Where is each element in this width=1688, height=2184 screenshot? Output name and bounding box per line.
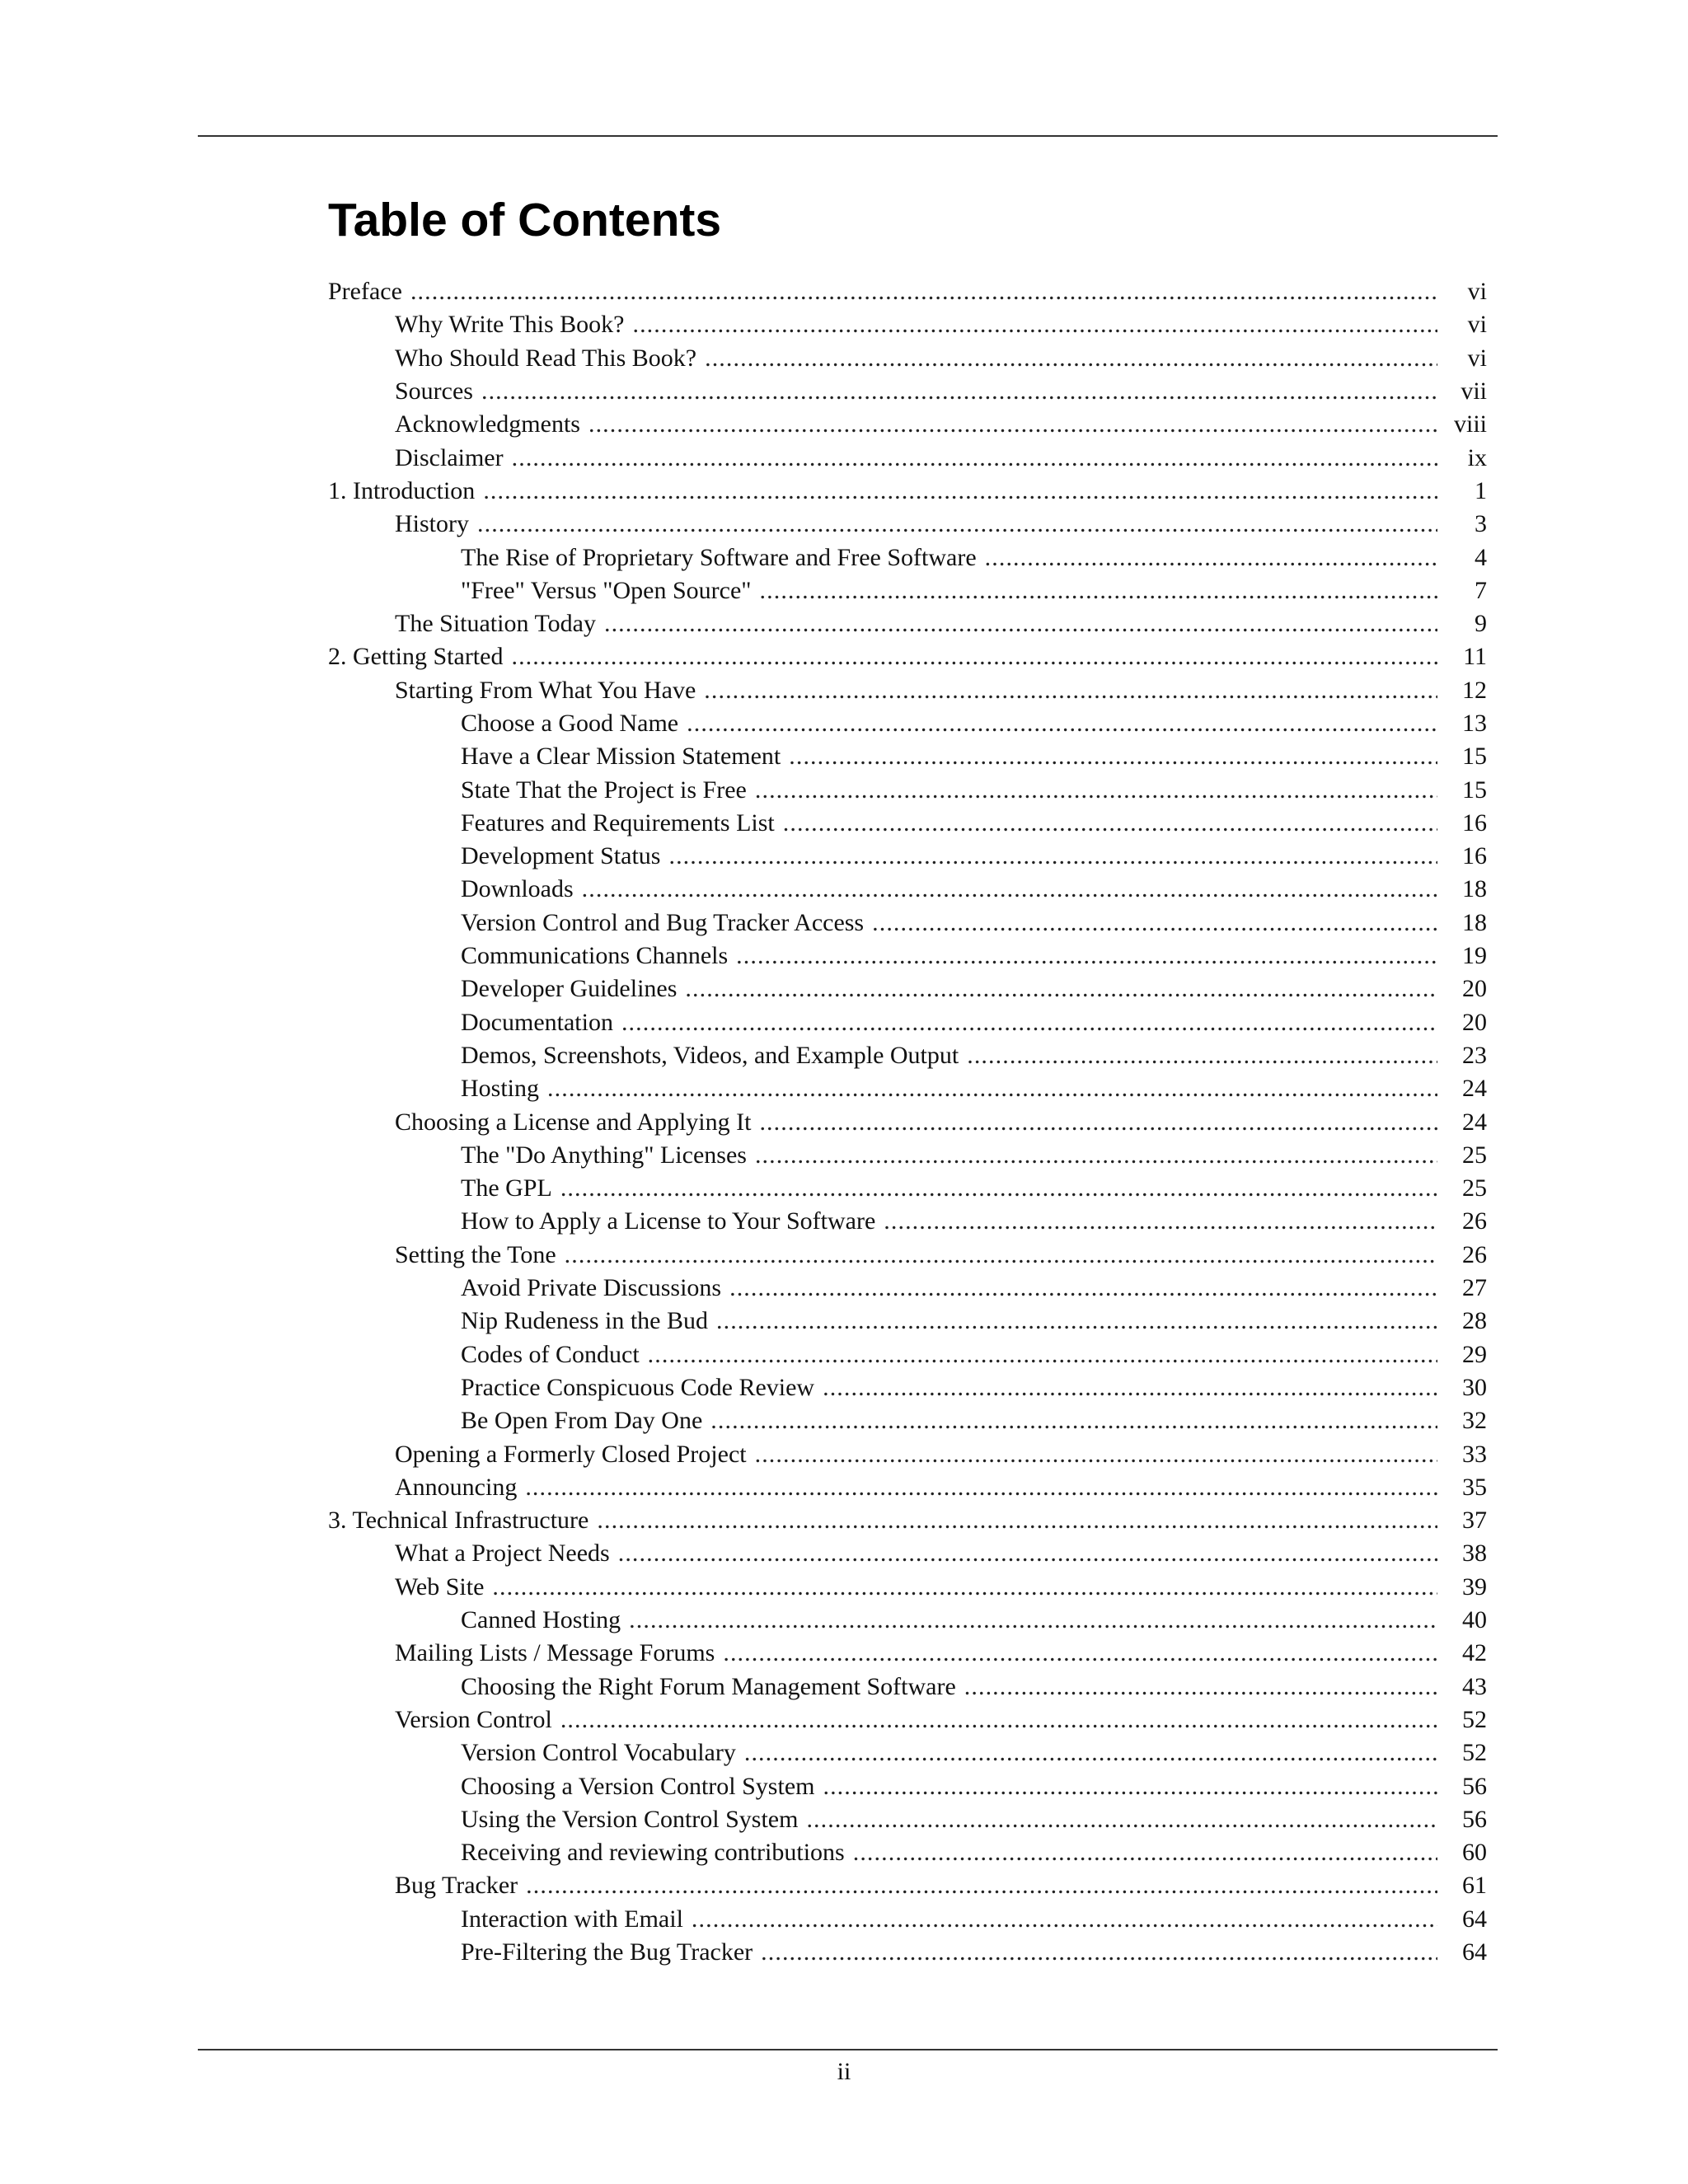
toc-entry-label: Disclaimer (395, 443, 504, 471)
toc-entry-page: 24 (1462, 1108, 1487, 1136)
toc-entry[interactable] (328, 1072, 1487, 1105)
toc-entry-label: Using the Version Control System (461, 1805, 799, 1833)
toc-dot-leader (492, 1571, 1437, 1604)
toc-dot-leader (761, 1936, 1437, 1969)
toc-entry-label: Bug Tracker (395, 1872, 518, 1900)
toc-dot-leader (967, 1039, 1437, 1072)
toc-entry-label: The GPL (461, 1174, 552, 1202)
header-rule (198, 135, 1498, 137)
toc-entry-page: 12 (1462, 676, 1487, 704)
toc-entry-page: 26 (1462, 1240, 1487, 1268)
toc-dot-leader (629, 1604, 1437, 1637)
toc-dot-leader (511, 640, 1437, 673)
toc-entry-page: 27 (1462, 1274, 1487, 1302)
toc-entry-page: 7 (1475, 576, 1487, 604)
toc-entry-page: 38 (1462, 1540, 1487, 1568)
toc-entry[interactable] (328, 1006, 1487, 1039)
toc-entry[interactable] (328, 1604, 1487, 1637)
toc-entry-label: Interaction with Email (461, 1905, 683, 1933)
toc-dot-leader (755, 774, 1437, 807)
toc-dot-leader (525, 1471, 1437, 1504)
toc-entry[interactable] (328, 275, 1487, 308)
toc-entry-label: Demos, Screenshots, Videos, and Example Output (461, 1041, 959, 1069)
toc-entry-label: 2. Getting Started (328, 643, 504, 671)
toc-dot-leader (692, 1903, 1437, 1936)
toc-entry-label: Be Open From Day One (461, 1407, 703, 1435)
toc-dot-leader (582, 873, 1437, 906)
toc-entry-page: 13 (1462, 710, 1487, 737)
toc-dot-leader (872, 907, 1437, 940)
toc-entry-label: Practice Conspicuous Code Review (461, 1373, 815, 1401)
toc-entry-label: Features and Requirements List (461, 808, 775, 837)
toc-entry-label: Version Control Vocabulary (461, 1739, 736, 1767)
toc-entry[interactable] (328, 508, 1487, 541)
toc-entry-page: 28 (1462, 1307, 1487, 1335)
toc-entry[interactable] (328, 1404, 1487, 1437)
toc-dot-leader (618, 1537, 1437, 1570)
toc-dot-leader (410, 275, 1437, 308)
toc-entry-label: Setting the Tone (395, 1240, 556, 1268)
toc-entry-page: 39 (1462, 1572, 1487, 1601)
toc-dot-leader (823, 1770, 1437, 1803)
toc-entry-page: vi (1467, 311, 1487, 339)
toc-entry[interactable] (328, 1704, 1487, 1736)
toc-entry-label: What a Project Needs (395, 1540, 610, 1568)
toc-entry[interactable] (328, 1305, 1487, 1338)
page-title: Table of Contents (328, 194, 722, 246)
toc-entry-page: 20 (1462, 975, 1487, 1003)
toc-entry[interactable] (328, 1537, 1487, 1570)
toc-entry[interactable] (328, 740, 1487, 773)
toc-dot-leader (648, 1338, 1437, 1371)
toc-entry[interactable] (328, 1338, 1487, 1371)
toc-entry-page: 24 (1462, 1075, 1487, 1103)
toc-entry-page: 42 (1462, 1639, 1487, 1667)
toc-dot-leader (685, 972, 1437, 1005)
toc-entry-page: 35 (1462, 1473, 1487, 1501)
toc-entry[interactable] (328, 1670, 1487, 1703)
toc-entry[interactable] (328, 1139, 1487, 1172)
toc-entry-page: 52 (1462, 1739, 1487, 1767)
toc-entry-label: Receiving and reviewing contributions (461, 1839, 845, 1867)
toc-entry-page: 26 (1462, 1207, 1487, 1235)
toc-entry[interactable] (328, 574, 1487, 607)
toc-entry-label: Acknowledgments (395, 410, 580, 438)
toc-dot-leader (604, 607, 1437, 640)
toc-entry-label: Developer Guidelines (461, 975, 678, 1003)
toc-entry-label: Avoid Private Discussions (461, 1274, 722, 1302)
toc-entry-page: 43 (1462, 1672, 1487, 1700)
toc-entry[interactable] (328, 1172, 1487, 1205)
toc-entry[interactable] (328, 1239, 1487, 1272)
toc-entry-label: Starting From What You Have (395, 676, 696, 704)
toc-entry-label: How to Apply a License to Your Software (461, 1207, 876, 1235)
toc-entry[interactable] (328, 907, 1487, 940)
toc-entry-page: 33 (1462, 1440, 1487, 1468)
toc-entry-label: "Free" Versus "Open Source" (461, 576, 752, 604)
toc-dot-leader (736, 940, 1437, 972)
toc-dot-leader (789, 740, 1437, 773)
toc-entry[interactable] (328, 441, 1487, 474)
toc-entry-page: ix (1467, 443, 1487, 471)
toc-dot-leader (783, 807, 1437, 840)
toc-dot-leader (668, 840, 1437, 873)
toc-entry-page: 61 (1462, 1872, 1487, 1900)
toc-entry-label: Choosing a License and Applying It (395, 1108, 752, 1136)
toc-entry-label: Announcing (395, 1473, 518, 1501)
toc-dot-leader (985, 541, 1437, 574)
toc-entry[interactable] (328, 1504, 1487, 1537)
toc-entry-page: 18 (1462, 908, 1487, 936)
toc-entry-label: Choosing the Right Forum Management Software (461, 1672, 956, 1700)
toc-dot-leader (560, 1704, 1437, 1736)
toc-entry[interactable] (328, 1471, 1487, 1504)
toc-entry[interactable] (328, 475, 1487, 508)
toc-entry[interactable] (328, 972, 1487, 1005)
toc-entry[interactable] (328, 308, 1487, 341)
toc-entry[interactable] (328, 1769, 1487, 1802)
toc-entry-label: Version Control and Bug Tracker Access (461, 908, 865, 936)
toc-entry[interactable] (328, 840, 1487, 873)
toc-dot-leader (565, 1239, 1437, 1272)
toc-dot-leader (755, 1438, 1437, 1471)
toc-entry-page: vi (1467, 344, 1487, 372)
toc-entry-label: The Rise of Proprietary Software and Free Software (461, 543, 977, 571)
toc-entry[interactable] (328, 1903, 1487, 1936)
toc-entry[interactable] (328, 1105, 1487, 1138)
toc-entry[interactable] (328, 1571, 1487, 1604)
toc-dot-leader (621, 1006, 1437, 1039)
toc-entry[interactable] (328, 541, 1487, 574)
toc-dot-leader (759, 1106, 1437, 1139)
toc-entry-page: 23 (1462, 1041, 1487, 1069)
toc-dot-leader (823, 1371, 1437, 1404)
toc-entry-label: Canned Hosting (461, 1606, 621, 1634)
toc-entry-label: Web Site (395, 1572, 485, 1601)
toc-entry-page: 15 (1462, 743, 1487, 771)
toc-dot-leader (704, 674, 1437, 707)
toc-entry[interactable] (328, 674, 1487, 707)
toc-entry-label: Why Write This Book? (395, 311, 625, 339)
toc-entry[interactable] (328, 873, 1487, 906)
toc-dot-leader (687, 707, 1437, 740)
toc-entry[interactable] (328, 607, 1487, 640)
toc-entry-page: 56 (1462, 1805, 1487, 1833)
toc-entry-page: 25 (1462, 1174, 1487, 1202)
toc-entry-page: 40 (1462, 1606, 1487, 1634)
toc-entry-label: Communications Channels (461, 942, 729, 970)
page-number: ii (837, 2058, 851, 2085)
toc-entry[interactable] (328, 1437, 1487, 1470)
toc-entry[interactable] (328, 1371, 1487, 1404)
toc-entry[interactable] (328, 807, 1487, 840)
toc-entry[interactable] (328, 342, 1487, 375)
toc-entry[interactable] (328, 408, 1487, 441)
toc-dot-leader (729, 1272, 1437, 1305)
toc-dot-leader (710, 1404, 1437, 1437)
toc-entry-label: History (395, 510, 469, 538)
toc-entry-label: Opening a Formerly Closed Project (395, 1440, 747, 1468)
toc-entry-label: Codes of Conduct (461, 1340, 640, 1368)
toc-entry-page: 4 (1475, 543, 1487, 571)
toc-entry-label: Hosting (461, 1075, 540, 1103)
toc-entry-label: Downloads (461, 875, 574, 903)
toc-entry-page: 64 (1462, 1938, 1487, 1966)
toc-dot-leader (755, 1139, 1437, 1172)
toc-dot-leader (481, 375, 1437, 408)
toc-entry[interactable] (328, 773, 1487, 806)
toc-entry-label: State That the Project is Free (461, 776, 747, 804)
toc-dot-leader (547, 1072, 1437, 1105)
toc-list (328, 275, 1487, 1969)
toc-entry-page: 37 (1462, 1507, 1487, 1535)
toc-entry-page: 16 (1462, 808, 1487, 837)
toc-dot-leader (806, 1803, 1437, 1836)
toc-entry[interactable] (328, 1803, 1487, 1836)
toc-entry-page: 25 (1462, 1141, 1487, 1169)
toc-entry-page: vi (1467, 278, 1487, 306)
toc-entry-page: 20 (1462, 1008, 1487, 1036)
toc-entry-label: Documentation (461, 1008, 613, 1036)
toc-entry-label: Nip Rudeness in the Bud (461, 1307, 708, 1335)
toc-entry-page: 18 (1462, 875, 1487, 903)
footer-rule (198, 2049, 1498, 2050)
toc-entry-page: 3 (1475, 510, 1487, 538)
toc-entry-page: 16 (1462, 842, 1487, 870)
toc-dot-leader (588, 408, 1437, 441)
toc-entry-page: 15 (1462, 776, 1487, 804)
toc-entry-label: Development Status (461, 842, 661, 870)
toc-entry-label: The Situation Today (395, 610, 596, 638)
toc-dot-leader (964, 1671, 1437, 1704)
toc-entry-label: Pre-Filtering the Bug Tracker (461, 1938, 753, 1966)
toc-dot-leader (853, 1836, 1437, 1869)
toc-entry[interactable] (328, 707, 1487, 740)
toc-entry-label: Sources (395, 377, 473, 405)
toc-entry-label: Choosing a Version Control System (461, 1772, 815, 1800)
toc-entry-label: Mailing Lists / Message Forums (395, 1639, 715, 1667)
toc-dot-leader (723, 1637, 1437, 1670)
toc-entry-label: Who Should Read This Book? (395, 344, 697, 372)
toc-entry-label: Preface (328, 278, 402, 306)
toc-entry[interactable] (328, 1736, 1487, 1769)
toc-dot-leader (716, 1305, 1437, 1338)
toc-entry-page: 32 (1462, 1407, 1487, 1435)
toc-entry-label: 3. Technical Infrastructure (328, 1507, 589, 1535)
toc-dot-leader (560, 1172, 1437, 1205)
toc-entry[interactable] (328, 375, 1487, 408)
toc-entry-page: viii (1453, 410, 1487, 438)
toc-entry-label: The "Do Anything" Licenses (461, 1141, 747, 1169)
toc-entry[interactable] (328, 1869, 1487, 1902)
toc-entry-page: 60 (1462, 1839, 1487, 1867)
toc-entry-page: vii (1461, 377, 1487, 405)
toc-dot-leader (760, 574, 1437, 607)
toc-entry-label: Have a Clear Mission Statement (461, 743, 781, 771)
toc-entry-page: 29 (1462, 1340, 1487, 1368)
toc-entry-page: 56 (1462, 1772, 1487, 1800)
toc-dot-leader (597, 1504, 1437, 1537)
toc-entry[interactable] (328, 640, 1487, 673)
toc-entry-page: 64 (1462, 1905, 1487, 1933)
toc-entry[interactable] (328, 940, 1487, 972)
toc-entry-page: 30 (1462, 1373, 1487, 1401)
toc-entry-page: 9 (1475, 610, 1487, 638)
toc-entry[interactable] (328, 1272, 1487, 1305)
toc-entry-page: 1 (1475, 476, 1487, 504)
toc-dot-leader (705, 342, 1437, 375)
toc-entry-label: 1. Introduction (328, 476, 476, 504)
toc-entry-page: 52 (1462, 1705, 1487, 1733)
toc-entry-label: Version Control (395, 1705, 552, 1733)
toc-dot-leader (526, 1869, 1437, 1902)
toc-entry[interactable] (328, 1637, 1487, 1670)
toc-dot-leader (632, 308, 1437, 341)
toc-entry-page: 11 (1463, 643, 1487, 671)
toc-dot-leader (512, 442, 1437, 475)
toc-entry-label: Choose a Good Name (461, 710, 679, 737)
toc-dot-leader (744, 1736, 1437, 1769)
toc-dot-leader (477, 508, 1437, 541)
toc-dot-leader (483, 475, 1437, 508)
toc-dot-leader (884, 1205, 1437, 1238)
toc-entry[interactable] (328, 1039, 1487, 1072)
toc-entry[interactable] (328, 1936, 1487, 1969)
toc-entry[interactable] (328, 1205, 1487, 1238)
toc-entry[interactable] (328, 1836, 1487, 1869)
toc-entry-page: 19 (1462, 942, 1487, 970)
